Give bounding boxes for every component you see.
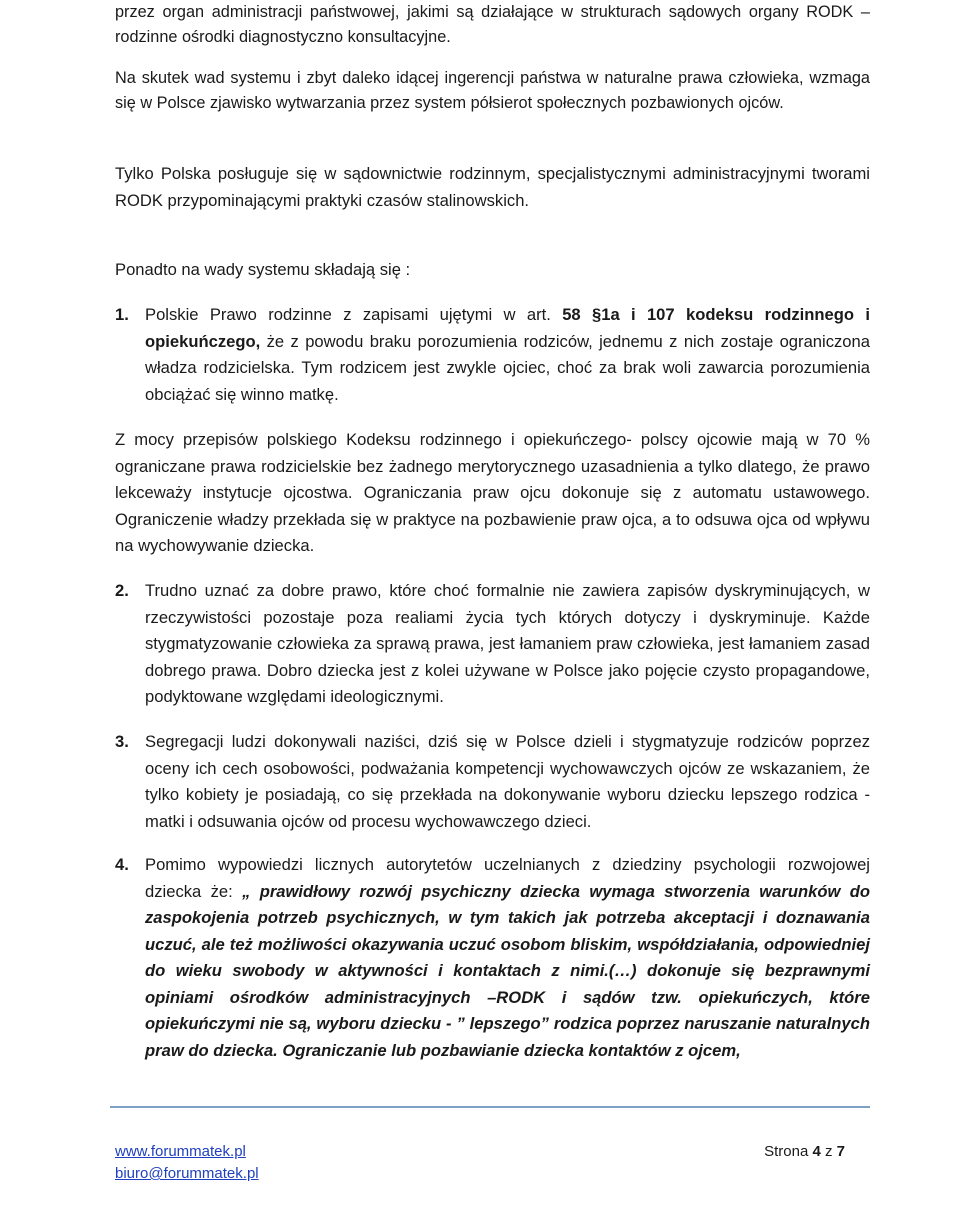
list-item-4 <box>115 852 870 1064</box>
paragraph-intro-continued: przez organ administracji państwowej, jakimi są działające w strukturach sądowych organy RODK – rodzinne ośrodki diagnostyczno konsultacyjne. <box>115 3 870 46</box>
list-item-text: Segregacji ludzi dokonywali naziści, dziś się w Polsce dzieli i stygmatyzuje rodziców poprzez oceny ich cech osobowości, podważania kompetencji wychowawczych ojców ze wskazaniem, że tylko kobiety je posiadają, co się przekłada na dokonywanie wyboru dziecku lepszego rodzica - matki i odsuwania ojców od procesu wychowawczego dzieci. <box>145 732 870 831</box>
footer-website-link[interactable]: www.forummatek.pl <box>115 1143 246 1160</box>
list-number: 3. <box>115 732 129 751</box>
list-item-text: Polskie Prawo rodzinne z zapisami ujętymi w art. 58 §1a i 107 kodeksu rodzinnego i opiekuńczego, że z powodu braku porozumienia rodziców, jednemu z nich zostaje ograniczona władza rodzicielska. Tym rodzicem jest zwykle ojciec, choć za brak woli zawarcia porozumienia obciążać się winno matkę. <box>145 305 870 404</box>
footer-email-link[interactable]: biuro@forummatek.pl <box>115 1165 259 1182</box>
paragraph-poland-rodk: Tylko Polska posługuje się w sądownictwie rodzinnym, specjalistycznymi administracyjnymi tworami RODK przypominającymi praktyki czasów stalinowskich. <box>115 164 870 210</box>
list-item-3 <box>115 729 870 835</box>
page-number: Strona 4 z 7 <box>764 1143 845 1160</box>
list-item-text: Pomimo wypowiedzi licznych autorytetów uczelnianych z dziedziny psychologii rozwojowej dziecka że: „ prawidłowy rozwój psychiczny dziecka wymaga stworzenia warunków do zaspokojenia potrzeb psychicznych, w tym takich jak potrzeba akceptacji i doznawania uczuć, ale też możliwości okazywania uczuć osobom bliskim, współdziałania, odpowiedniej do wieku swobody w aktywności i kontaktach z nimi.(…) dokonuje się bezprawnymi opiniami ośrodków administracyjnych –RODK i sądów tzw. opiekuńczych, które opiekuńczymi nie są, wyboru dziecku - ” lepszego” rodzica poprzez naruszanie naturalnych praw do dziecka. Ograniczanie lub pozbawianie dziecka kontaktów z ojcem, <box>145 855 871 1060</box>
list-item-1 <box>115 302 870 408</box>
paragraph-system-flaws: Na skutek wad systemu i zbyt daleko idącej ingerencji państwa w naturalne prawa człowieka, wzmaga się w Polsce zjawisko wytwarzania przez system półsierot społecznych pozbawionych ojców. <box>115 69 870 112</box>
list-number: 2. <box>115 581 129 600</box>
list-number: 1. <box>115 305 129 324</box>
paragraph-list-intro: Ponadto na wady systemu składają się : <box>115 260 411 279</box>
list-item-text: Trudno uznać za dobre prawo, które choć formalnie nie zawiera zapisów dyskryminujących, w rzeczywistości pozostaje poza realiami życia tych których dotyczy i dyskryminuje. Każde stygmatyzowanie człowieka za sprawą prawa, jest łamaniem praw człowieka, jest łamaniem zasad dobrego prawa. Dobro dziecka jest z kolei używane w Polsce jako pojęcie czysto propagandowe, podyktowane względami ideologicznymi. <box>145 581 870 706</box>
footer-contacts <box>115 1141 259 1185</box>
footer-divider <box>110 1106 870 1108</box>
paragraph-z-mocy: Z mocy przepisów polskiego Kodeksu rodzinnego i opiekuńczego- polscy ojcowie mają w 70 % ograniczane prawa rodzicielskie bez żadnego merytorycznego uzasadnienia a tylko dlatego, że prawo lekceważy instytucje ojcostwa. Ograniczania praw ojcu dokonuje się z automatu ustawowego. Ograniczenie władzy przekłada się w praktyce na pozbawienie praw ojca, a to odsuwa ojca od wpływu na wychowywanie dziecka. <box>115 430 870 555</box>
list-number: 4. <box>115 855 129 874</box>
list-item-2 <box>115 578 870 711</box>
